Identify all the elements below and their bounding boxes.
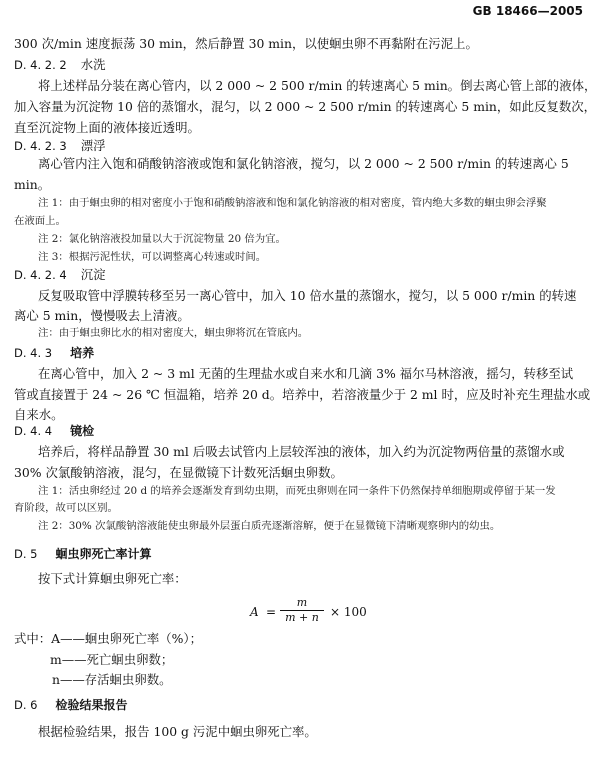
section-number: D. 4. 4: [14, 424, 53, 438]
section-heading-d424: [14, 267, 105, 283]
section-heading-d43: [14, 345, 94, 361]
section-number: D. 4. 3: [14, 346, 53, 360]
paragraph-line: 加入容量为沉淀物 10 倍的蒸馏水，混匀，以 2 000 ~ 2 500 r/min 的转速离心 5 min，如此反复数次，: [14, 99, 597, 114]
section-title: 检验结果报告: [55, 698, 128, 712]
note-line: 注 1：活虫卵经过 20 d 的培养会逐渐发育到幼虫期，而死虫卵则在同一条件下仍然保持单细胞期或停留于某一发: [38, 485, 556, 497]
section-heading-d422: [14, 57, 105, 73]
death-rate-formula: [250, 597, 370, 627]
note-line: 注 2：30% 次氯酸钠溶液能使虫卵最外层蛋白质壳逐渐溶解，便于在显微镜下清晰观察卵内的幼虫。: [38, 520, 501, 532]
section-heading-d5: [14, 546, 151, 562]
section-number: D. 4. 2. 4: [14, 268, 67, 282]
section-title: 沉淀: [80, 267, 106, 282]
paragraph-line: 自来水。: [14, 407, 64, 422]
paragraph-line: 式中：A——蛔虫卵死亡率（%）；: [14, 631, 202, 646]
paragraph-line: 反复吸取管中浮膜转移至另一离心管中，加入 10 倍水量的蒸馏水，搅匀，以 5 000 r/min 的转速: [38, 288, 577, 303]
section-number: D. 6: [14, 698, 38, 712]
formula-numerator: m: [296, 596, 308, 609]
paragraph-line: 培养后，将样品静置 30 ml 后吸去试管内上层较浑浊的液体，加入约为沉淀物两倍量的蒸馏水或: [38, 444, 565, 459]
paragraph-line: m——死亡蛔虫卵数；: [50, 652, 174, 667]
section-heading-d423: [14, 138, 105, 154]
note-line: 注：由于蛔虫卵比水的相对密度大，蛔虫卵将沉在管底内。: [38, 327, 309, 339]
paragraph-line: 按下式计算蛔虫卵死亡率：: [38, 571, 187, 586]
note-line: 在液面上。: [14, 215, 66, 227]
formula-lhs: A: [250, 605, 259, 619]
paragraph-line: 根据检验结果，报告 100 g 污泥中蛔虫卵死亡率。: [38, 724, 317, 739]
paragraph-line: n——存活蛔虫卵数。: [52, 672, 172, 687]
note-line: 注 1：由于蛔虫卵的相对密度小于饱和硝酸钠溶液和饱和氯化钠溶液的相对密度，管内绝大多数的蛔虫卵会浮聚: [38, 197, 547, 209]
section-number: D. 4. 2. 2: [14, 58, 67, 72]
note-line: 注 3：根据污泥性状，可以调整离心转速或时间。: [38, 251, 267, 263]
standard-header: GB 18466—2005: [472, 4, 583, 18]
paragraph-line: 将上述样品分装在离心管内，以 2 000 ~ 2 500 r/min 的转速离心 5 min。倒去离心管上部的液体，: [38, 78, 597, 93]
paragraph-line: 管或直接置于 24 ~ 26 ℃ 恒温箱，培养 20 d。培养中，若溶液量少于 2 ml 时，应及时补充生理盐水或: [14, 387, 591, 402]
note-line: 育阶段，故可以区别。: [14, 502, 118, 514]
paragraph-line: 在离心管中，加入 2 ~ 3 ml 无菌的生理盐水或自来水和几滴 3% 福尔马林溶液，摇匀，转移至试: [38, 366, 574, 381]
section-number: D. 4. 2. 3: [14, 139, 67, 153]
paragraph-line: min。: [14, 177, 51, 192]
section-title: 蛔虫卵死亡率计算: [55, 547, 152, 561]
formula-fraction: [280, 597, 324, 624]
section-heading-d6: [14, 697, 127, 713]
section-title: 镜检: [70, 424, 95, 438]
paragraph-line: 直至沉淀物上面的液体接近透明。: [14, 120, 200, 135]
section-title: 漂浮: [80, 138, 106, 153]
section-title: 水洗: [80, 57, 106, 72]
note-line: 注 2：氯化钠溶液投加量以大于沉淀物量 20 倍为宜。: [38, 233, 286, 245]
paragraph-line: 离心管内注入饱和硝酸钠溶液或饱和氯化钠溶液，搅匀，以 2 000 ~ 2 500 r/min 的转速离心 5: [38, 156, 569, 171]
formula-equals: =: [266, 605, 277, 619]
section-number: D. 5: [14, 547, 38, 561]
section-title: 培养: [70, 346, 95, 360]
formula-multiplier: × 100: [330, 605, 367, 619]
formula-denominator: m + n: [285, 611, 319, 624]
section-heading-d44: [14, 423, 94, 439]
paragraph-line: 30% 次氯酸钠溶液，混匀，在显微镜下计数死活蛔虫卵数。: [14, 465, 343, 480]
paragraph-line: 离心 5 min，慢慢吸去上清液。: [14, 308, 190, 323]
paragraph-line: 300 次/min 速度振荡 30 min，然后静置 30 min，以使蛔虫卵不再黏附在污泥上。: [14, 36, 478, 51]
